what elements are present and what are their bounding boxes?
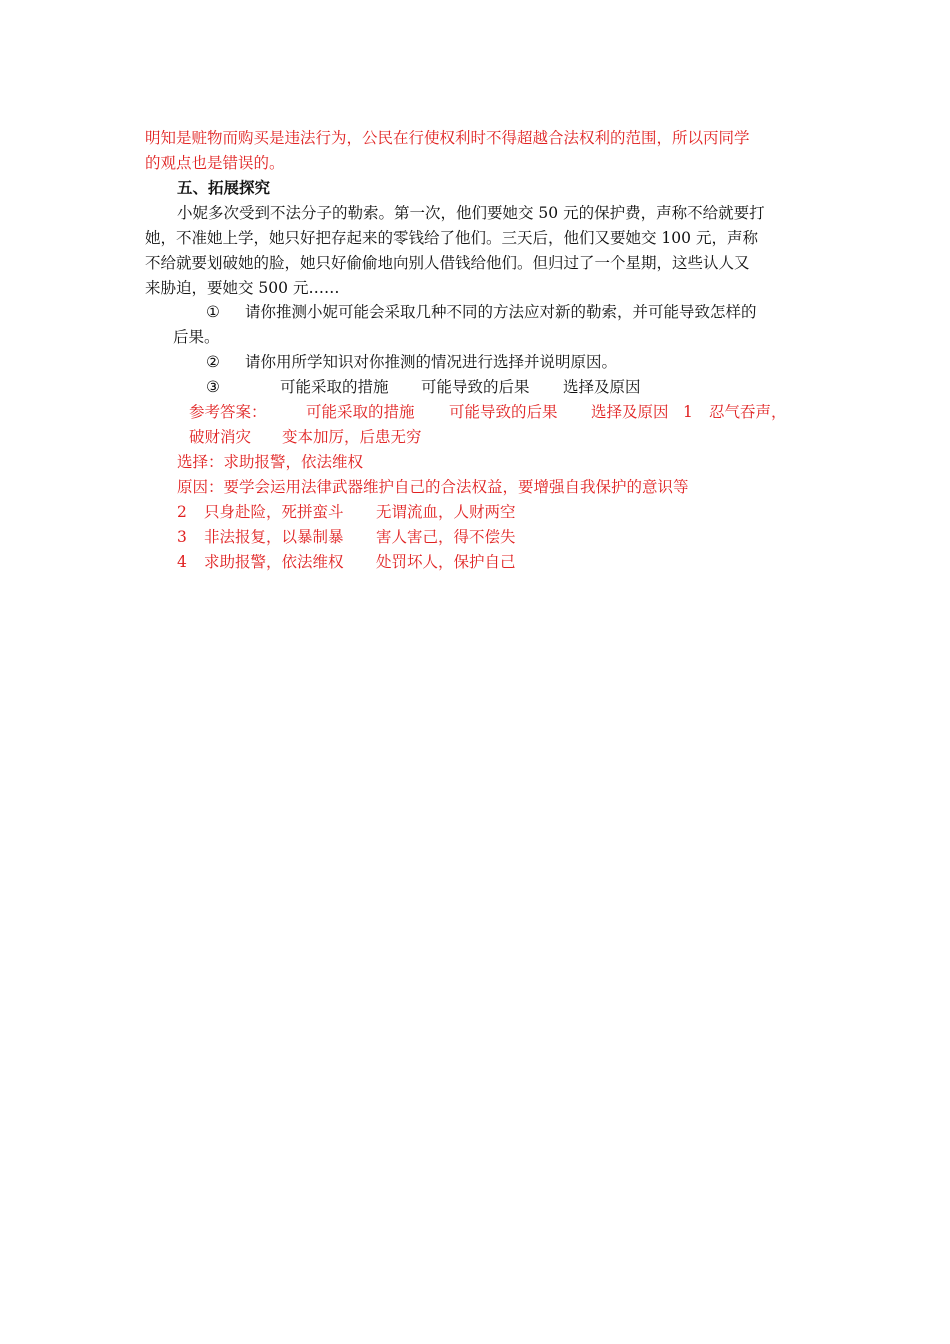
intro-line-2: 的观点也是错误的。 xyxy=(145,154,285,172)
question-1-mark: ① xyxy=(206,303,220,321)
answer-row-4-number: 4 xyxy=(177,553,187,571)
question-2-mark: ② xyxy=(206,353,220,371)
question-3-mark: ③ xyxy=(206,378,220,396)
table-header-choice: 选择及原因 xyxy=(563,378,641,396)
answer-row-4-measure: 求助报警，依法维权 xyxy=(204,553,344,571)
answer-row-2-result: 无谓流血，人财两空 xyxy=(376,503,516,521)
scenario-line-1: 小妮多次受到不法分子的勒索。第一次，他们要她交 50 元的保护费，声称不给就要打 xyxy=(177,204,765,222)
question-2-text: 请你用所学知识对你推测的情况进行选择并说明原因。 xyxy=(245,353,618,371)
answer-row-3-measure: 非法报复，以暴制暴 xyxy=(204,528,344,546)
answer-label: 参考答案： xyxy=(189,403,267,421)
answer-row-1-number: 1 xyxy=(683,403,693,421)
scenario-line-3: 不给就要划破她的脸，她只好偷偷地向别人借钱给他们。但归过了一个星期，这些认人又 xyxy=(145,254,750,272)
answer-header-measures: 可能采取的措施 xyxy=(306,403,415,421)
question-1-text: 请你推测小妮可能会采取几种不同的方法应对新的勒索，并可能导致怎样的 xyxy=(245,303,757,321)
table-header-measures: 可能采取的措施 xyxy=(280,378,389,396)
intro-line-1: 明知是赃物而购买是违法行为，公民在行使权利时不得超越合法权利的范围，所以丙同学 xyxy=(145,129,750,147)
answer-row-2-measure: 只身赴险，死拼蛮斗 xyxy=(204,503,344,521)
answer-row-2-number: 2 xyxy=(177,503,187,521)
question-1-continuation: 后果。 xyxy=(173,328,220,346)
answer-header-results: 可能导致的后果 xyxy=(449,403,558,421)
answer-header-choice: 选择及原因 xyxy=(591,403,669,421)
answer-row-3-number: 3 xyxy=(177,528,187,546)
answer-row-1-measure-cont: 破财消灾 xyxy=(189,428,252,446)
scenario-line-4: 来胁迫，要她交 500 元…… xyxy=(145,279,340,297)
answer-row-1-measure: 忍气吞声， xyxy=(709,403,787,421)
answer-row-1-result: 变本加厉，后患无穷 xyxy=(282,428,422,446)
scenario-line-2: 她，不准她上学，她只好把存起来的零钱给了他们。三天后，他们又要她交 100 元，声称 xyxy=(145,229,758,247)
answer-row-4-result: 处罚坏人，保护自己 xyxy=(376,553,516,571)
table-header-results: 可能导致的后果 xyxy=(421,378,530,396)
section-heading: 五、拓展探究 xyxy=(177,178,271,197)
answer-reason: 原因：要学会运用法律武器维护自己的合法权益，要增强自我保护的意识等 xyxy=(177,478,689,496)
answer-choice: 选择：求助报警，依法维权 xyxy=(177,453,364,471)
answer-row-3-result: 害人害己，得不偿失 xyxy=(376,528,516,546)
